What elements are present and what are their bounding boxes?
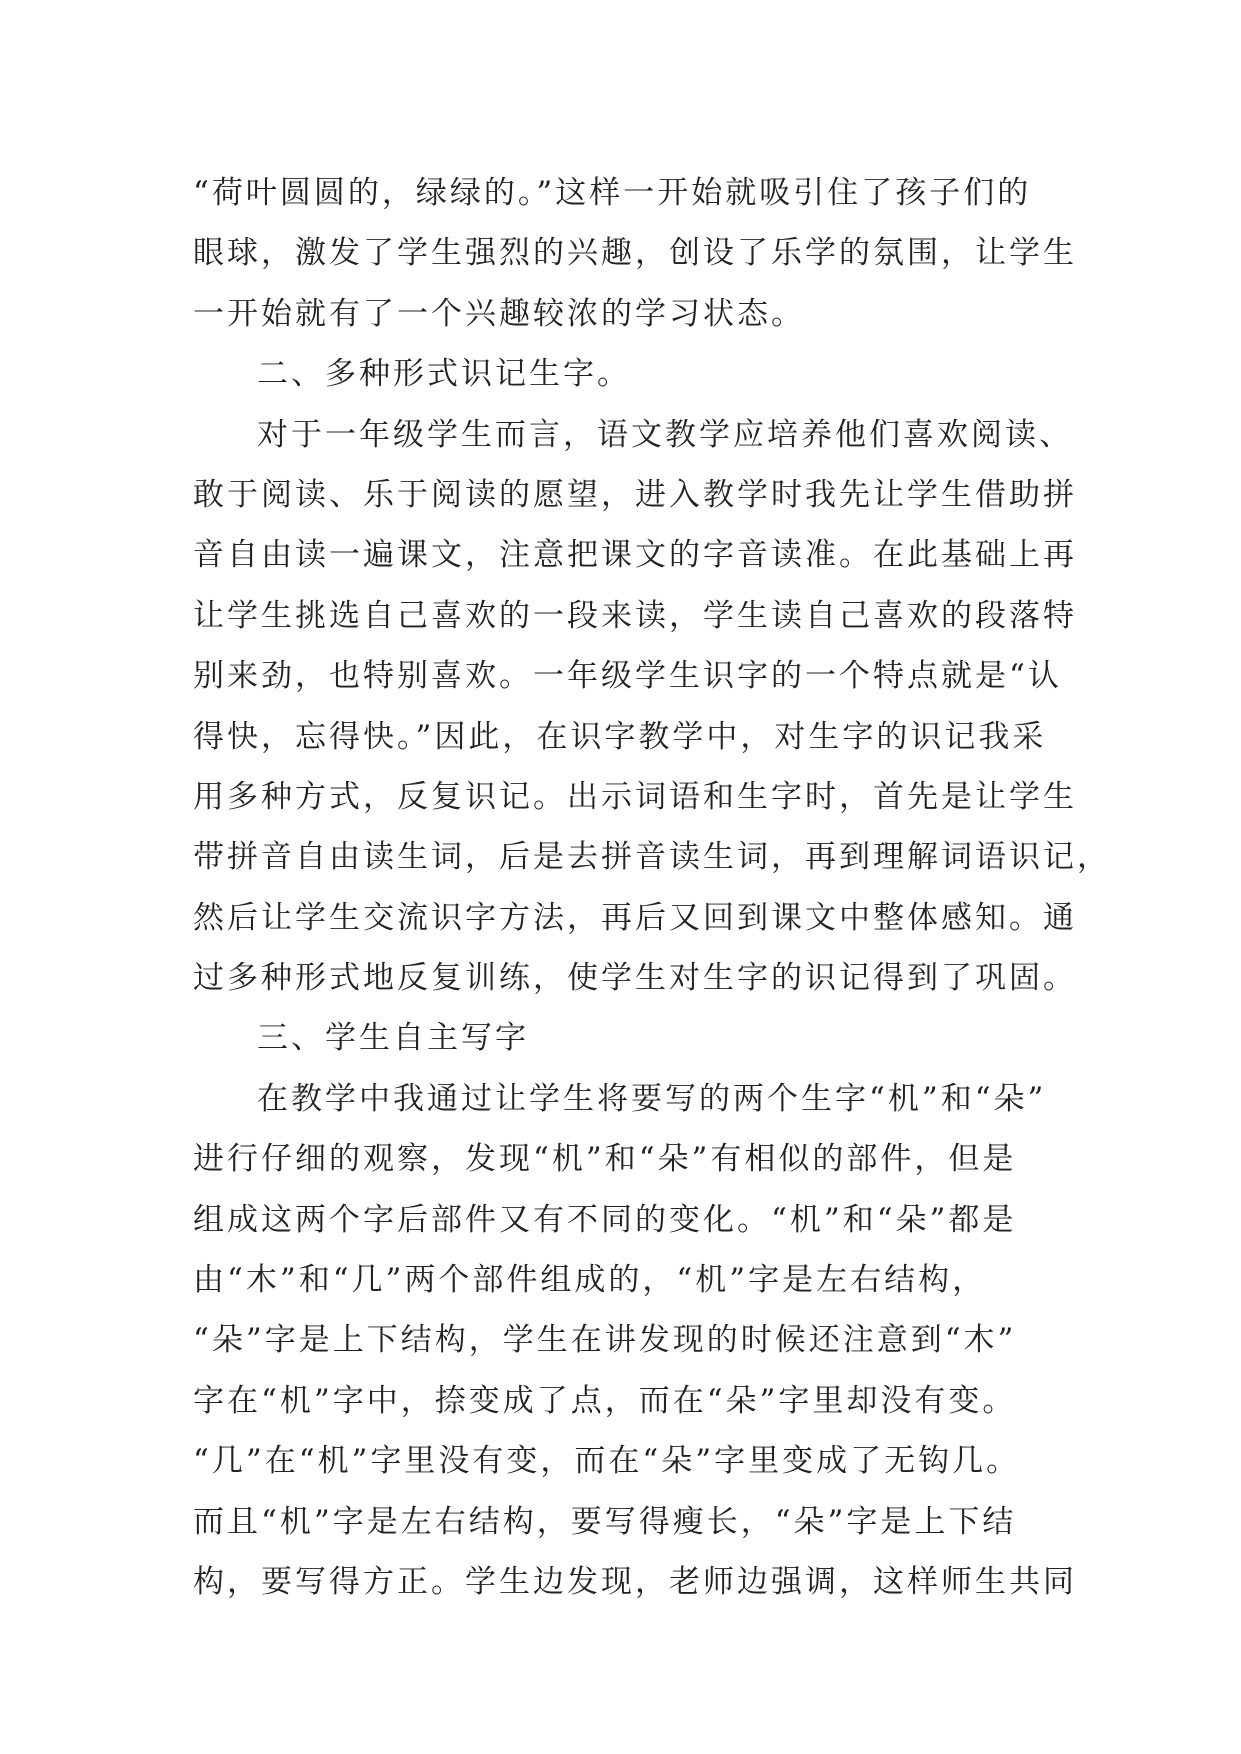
text-line: 然后让学生交流识字方法，再后又回到课文中整体感知。通 <box>193 899 1077 936</box>
text-line: “朵”字是上下结构，学生在讲发现的时候还注意到“木” <box>193 1322 1017 1359</box>
text-line: 一开始就有了一个兴趣较浓的学习状态。 <box>193 295 805 332</box>
text-line: 由“木”和“几”两个部件组成的，“机”字是左右结构， <box>193 1262 987 1299</box>
text-line: 眼球，激发了学生强烈的兴趣，创设了乐学的氛围，让学生 <box>193 235 1077 272</box>
text-line: 过多种形式地反复训练，使学生对生字的识记得到了巩固。 <box>193 960 1077 997</box>
text-line: 得快，忘得快。”因此，在识字教学中，对生字的识记我采 <box>193 718 1047 755</box>
text-line: 字在“机”字中，捺变成了点，而在“朵”字里却没有变。 <box>193 1382 1017 1419</box>
text-line: 而且“机”字是左右结构，要写得瘦长，“朵”字是上下结 <box>193 1503 1017 1540</box>
section-heading: 三、学生自主写字 <box>257 1020 529 1057</box>
text-line: 带拼音自由读生词，后是去拼音读生词，再到理解词语识记， <box>193 839 1111 876</box>
text-line: 构，要写得方正。学生边发现，老师边强调，这样师生共同 <box>193 1563 1077 1600</box>
text-line: “几”在“机”字里没有变，而在“朵”字里变成了无钩几。 <box>193 1443 1021 1480</box>
text-line: 在教学中我通过让学生将要写的两个生字“机”和“朵” <box>257 1080 1047 1117</box>
text-line: 别来劲，也特别喜欢。一年级学生识字的一个特点就是“认 <box>193 658 1062 695</box>
section-heading: 二、多种形式识记生字。 <box>257 356 631 393</box>
text-line: 音自由读一遍课文，注意把课文的字音读准。在此基础上再 <box>193 537 1077 574</box>
text-line: “荷叶圆圆的，绿绿的。”这样一开始就吸引住了孩子们的 <box>193 175 1032 211</box>
body-text <box>193 163 1111 1612</box>
text-line: 进行仔细的观察，发现“机”和“朵”有相似的部件，但是 <box>193 1141 1017 1178</box>
text-line: 让学生挑选自己喜欢的一段来读，学生读自己喜欢的段落特 <box>193 597 1077 634</box>
text-line: 组成这两个字后部件又有不同的变化。“机”和“朵”都是 <box>193 1201 1017 1238</box>
text-line: 对于一年级学生而言，语文教学应培养他们喜欢阅读、 <box>257 416 1073 453</box>
text-line: 敢于阅读、乐于阅读的愿望，进入教学时我先让学生借助拼 <box>193 476 1077 513</box>
text-line: 用多种方式，反复识记。出示词语和生字时，首先是让学生 <box>193 778 1077 815</box>
